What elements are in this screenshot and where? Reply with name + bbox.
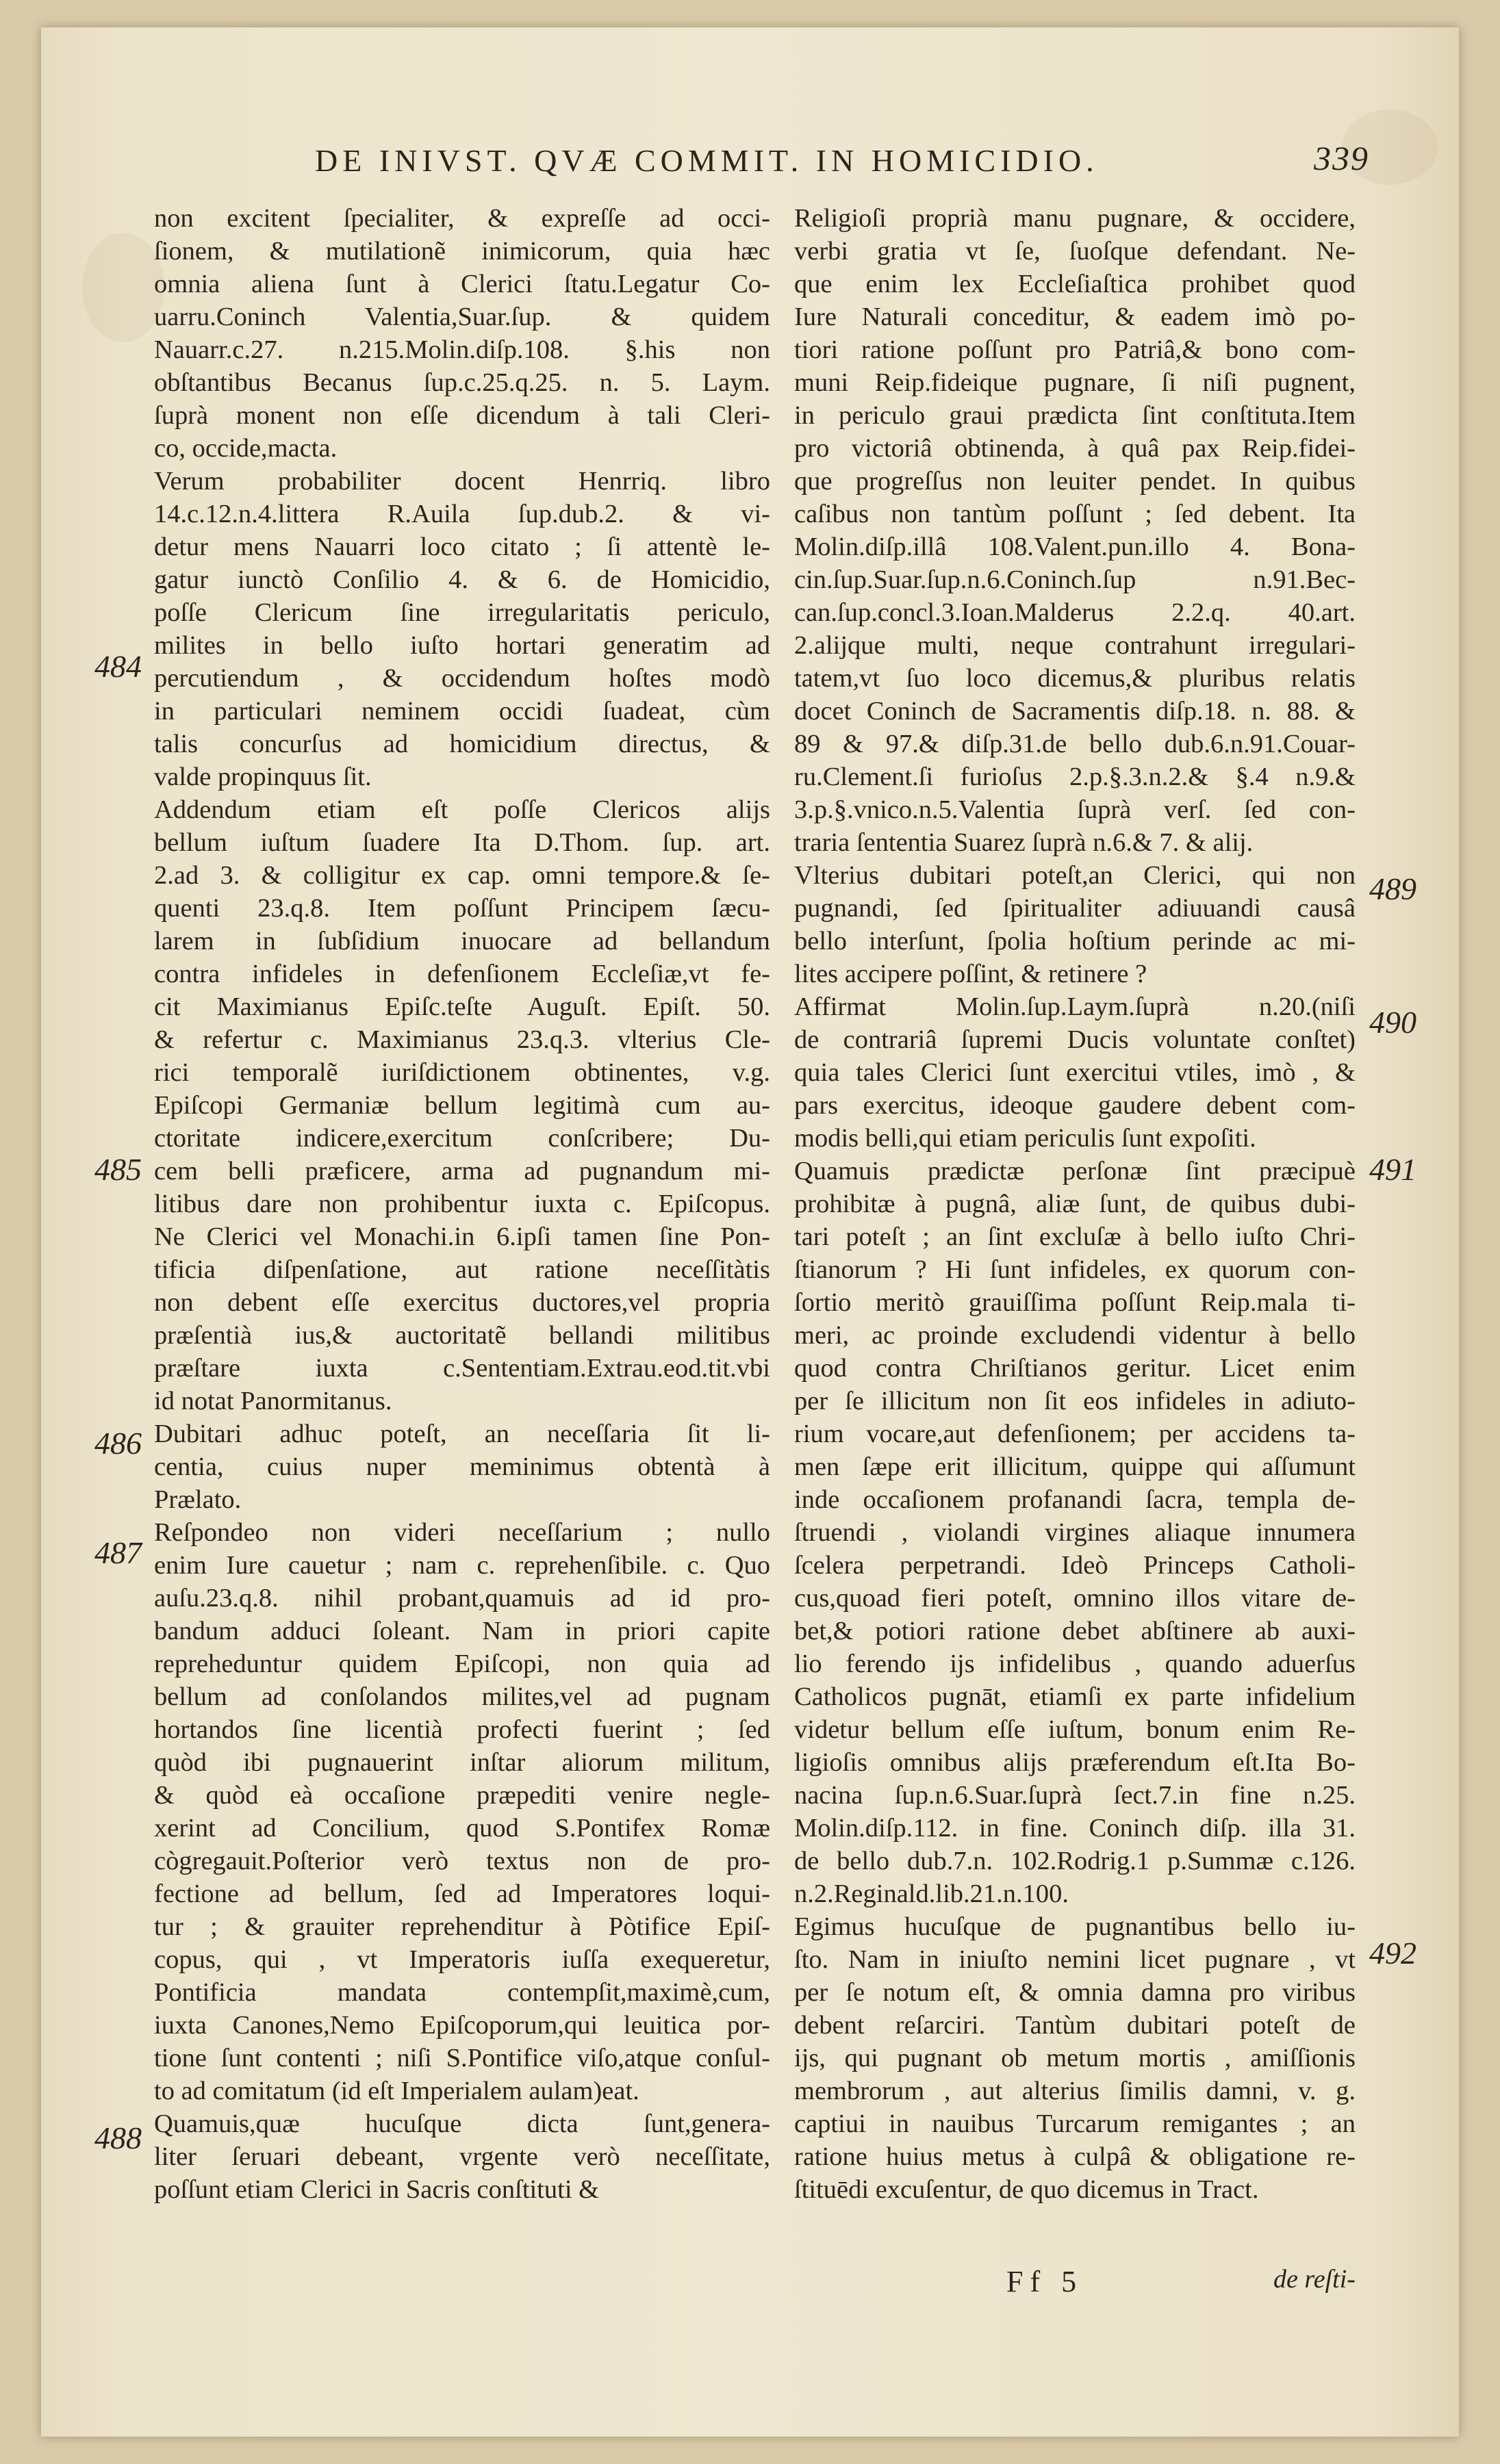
text-line: Affirmat Molin.ſup.Laym.ſuprà n.20.(niſi [794, 992, 1356, 1021]
text-line: tione ſunt contenti ; niſi S.Pontifice viſo,atque conſul- [154, 2044, 770, 2072]
text-line: 89 & 97.& diſp.31.de bello dub.6.n.91.Couar- [794, 730, 1356, 758]
text-line: Ne Clerici vel Monachi.in 6.ipſi tamen ſine Pon- [154, 1222, 770, 1251]
text-line: lio ferendo ijs infidelibus , quando aduerſus [794, 1650, 1356, 1678]
text-line: larem in ſubſidium inuocare ad bellandum [154, 927, 770, 955]
margin-number-488: 488 [94, 2120, 142, 2155]
text-line: nacina ſup.n.6.Suar.ſuprà ſect.7.in fine n.25. [794, 1781, 1356, 1810]
text-line: que progreſſus non leuiter pendet. In quibus [794, 467, 1356, 496]
running-title: DE INIVST. QVÆ COMMIT. IN HOMICIDIO. [315, 143, 1099, 178]
text-line: Egimus hucuſque de pugnantibus bello iu- [794, 1912, 1356, 1941]
text-line: que enim lex Eccleſiaſtica prohibet quod [794, 270, 1356, 298]
text-line: iuxta Canones,Nemo Epiſcoporum,qui leuitica por- [154, 2011, 770, 2040]
margin-number-487: 487 [94, 1535, 142, 1570]
text-line: pugnandi, ſed ſpiritualiter adiuuandi causâ [794, 894, 1356, 923]
text-line: Nauarr.c.27. n.215.Molin.diſp.108. §.his non [154, 335, 770, 364]
text-line: videtur bellum eſſe iuſtum, bonum enim Re- [794, 1715, 1356, 1744]
text-line: to ad comitatum (id eſt Imperialem aulam)eat. [154, 2077, 639, 2105]
text-line: membrorum , aut alterius ſimilis damni, v. g. [794, 2077, 1356, 2105]
text-line: ſto. Nam in iniuſto nemini licet pugnare , vt [794, 1945, 1356, 1974]
text-line: per ſe illicitum non ſit eos infideles in adiuto- [794, 1387, 1356, 1415]
text-line: quenti 23.q.8. Item poſſunt Principem ſæcu- [154, 894, 770, 923]
text-line: hortandos ſine licentià profecti fuerint ; ſed [154, 1715, 770, 1744]
margin-number-490: 490 [1369, 1005, 1416, 1040]
text-line: quod contra Chriſtianos geritur. Licet enim [794, 1354, 1356, 1383]
text-line: inde occaſionem profanandi ſacra, templa de- [794, 1485, 1356, 1514]
text-line: Catholicos pugnāt, etiamſi ex parte infidelium [794, 1682, 1356, 1711]
text-line: co, occide,macta. [154, 434, 338, 463]
text-line: Religioſi proprià manu pugnare, & occidere, [794, 204, 1356, 233]
text-line: milites in bello iuſto hortari generatim ad [154, 631, 770, 660]
text-line: ligioſis omnibus alijs præferendum eſt.Ita Bo- [794, 1748, 1356, 1777]
text-line: uarru.Coninch Valentia,Suar.ſup. & quidem [154, 303, 770, 331]
text-line: valde propinquus ſit. [154, 762, 372, 791]
text-line: ijs, qui pugnant ob metum mortis , amiſſionis [794, 2044, 1356, 2072]
text-line: bellum iuſtum ſuadere Ita D.Thom. ſup. art. [154, 828, 770, 857]
text-line: Iure Naturali conceditur, & eadem imò po- [794, 303, 1356, 331]
text-line: per ſe notum eſt, & omnia damna pro viribus [794, 1978, 1356, 2007]
text-line: Quamuis prædictæ perſonæ ſint præcipuè [794, 1157, 1356, 1185]
text-line: Verum probabiliter docent Henrriq. libro [154, 467, 770, 496]
text-line: cit Maximianus Epiſc.teſte Auguſt. Epiſt. 50. [154, 992, 770, 1021]
text-line: 14.c.12.n.4.littera R.Auila ſup.dub.2. & vi- [154, 500, 770, 528]
text-line: præſtare iuxta c.Sententiam.Extrau.eod.tit.vbi [154, 1354, 770, 1383]
text-line: talis concurſus ad homicidium directus, & [154, 730, 770, 758]
margin-number-492: 492 [1369, 1936, 1416, 1971]
text-line: Reſpondeo non videri neceſſarium ; nullo [154, 1518, 770, 1547]
margin-number-486: 486 [94, 1426, 142, 1461]
text-line: 2.alijque multi, neque contrahunt irregulari- [794, 631, 1356, 660]
text-line: liter ſeruari debeant, vrgente verò neceſſitate, [154, 2142, 770, 2171]
text-line: ratione huius metus à culpâ & obligatione re- [794, 2142, 1356, 2171]
text-line: Pontificia mandata contempſit,maximè,cum, [154, 1978, 770, 2007]
text-line: Vlterius dubitari poteſt,an Clerici, qui non [794, 861, 1356, 890]
text-line: & refertur c. Maximianus 23.q.3. vlterius Cle- [154, 1025, 770, 1054]
text-line: de contrariâ ſupremi Ducis voluntate conſtet) [794, 1025, 1356, 1054]
text-line: tatem,vt ſuo loco dicemus,& pluribus relatis [794, 664, 1356, 693]
text-line: Epiſcopi Germaniæ bellum legitimà cum au- [154, 1091, 770, 1120]
text-line: bet,& potiori ratione debet abſtinere ab auxi- [794, 1617, 1356, 1645]
margin-number-491: 491 [1369, 1152, 1416, 1187]
text-line: rium vocare,aut defenſionem; per accidens ta- [794, 1420, 1356, 1448]
text-line: debent reſarciri. Tantùm dubitari poteſt de [794, 2011, 1356, 2040]
text-line: id notat Panormitanus. [154, 1387, 392, 1415]
text-line: Dubitari adhuc poteſt, an neceſſaria ſit li- [154, 1420, 770, 1448]
text-line: copus, qui , vt Imperatoris iuſſa exequeretur, [154, 1945, 770, 1974]
text-line: ru.Clement.ſi furioſus 2.p.§.3.n.2.& §.4 n.9.& [794, 762, 1356, 791]
text-line: contra infideles in defenſionem Eccleſiæ,vt fe- [154, 960, 770, 988]
text-line: ſuprà monent non eſſe dicendum à tali Cleri- [154, 401, 770, 430]
text-line: non debent eſſe exercitus ductores,vel propria [154, 1288, 770, 1317]
text-line: ſtianorum ? Hi ſunt infideles, ex quorum con- [794, 1255, 1356, 1284]
text-line: can.ſup.concl.3.Ioan.Malderus 2.2.q. 40.art. [794, 598, 1356, 627]
text-line: cògregauit.Poſterior verò textus non de pro- [154, 1847, 770, 1875]
text-line: ſtruendi , violandi virgines aliaque innumera [794, 1518, 1356, 1547]
text-line: pars exercitus, ideoque gaudere debent com- [794, 1091, 1356, 1120]
text-line: obſtantibus Becanus ſup.c.25.q.25. n. 5. Laym. [154, 368, 770, 397]
text-line: 2.ad 3. & colligitur ex cap. omni tempore.& ſe- [154, 861, 770, 890]
text-line: pro victoriâ obtinenda, à quâ pax Reip.fidei- [794, 434, 1356, 463]
text-line: prohibitæ à pugnâ, aliæ ſunt, de quibus dubi- [794, 1190, 1356, 1218]
text-line: gatur iunctò Conſilio 4. & 6. de Homicidio, [154, 565, 770, 594]
text-line: rici temporalẽ iuriſdictionem obtinentes, v.g. [154, 1058, 770, 1087]
text-line: percutiendum , & occidendum hoſtes modò [154, 664, 770, 693]
text-line: ſionem, & mutilationẽ inimicorum, quia hæc [154, 237, 770, 266]
text-line: Molin.diſp.illâ 108.Valent.pun.illo 4. Bona- [794, 532, 1356, 561]
text-line: modis belli,qui etiam periculis ſunt expoſiti. [794, 1124, 1256, 1153]
margin-number-484: 484 [94, 649, 142, 684]
text-line: Quamuis,quæ hucuſque dicta ſunt,genera- [154, 2109, 770, 2138]
text-line: præſentià ius,& auctoritatẽ bellandi militibus [154, 1321, 770, 1350]
text-line: verbi gratia vt ſe, ſuoſque defendant. Ne- [794, 237, 1356, 266]
text-line: ctoritate indicere,exercitum conſcribere; Du- [154, 1124, 770, 1153]
text-line: centia, cuius nuper meminimus obtentà à [154, 1452, 770, 1481]
text-line: men ſæpe erit illicitum, quippe qui aſſumunt [794, 1452, 1356, 1481]
text-line: detur mens Nauarri loco citato ; ſi attentè le- [154, 532, 770, 561]
text-line: & quòd eà occaſione præpediti venire negle- [154, 1781, 770, 1810]
text-line: meri, ac proinde excludendi videntur à bello [794, 1321, 1356, 1350]
text-line: ſortio meritò grauiſſima poſſunt Reip.mala ti- [794, 1288, 1356, 1317]
text-line: tur ; & grauiter reprehenditur à Pòtifice Epiſ- [154, 1912, 770, 1941]
text-line: de bello dub.7.n. 102.Rodrig.1 p.Summæ c.126. [794, 1847, 1356, 1875]
text-line: tificia diſpenſatione, aut ratione neceſſitàtis [154, 1255, 770, 1284]
text-line: Addendum etiam eſt poſſe Clericos alijs [154, 795, 770, 824]
text-line: non excitent ſpecialiter, & expreſſe ad occi- [154, 204, 770, 233]
text-line: bello interſunt, ſpolia hoſtium perinde ac mi- [794, 927, 1356, 955]
text-line: litibus dare non prohibentur iuxta c. Epiſcopus. [154, 1190, 770, 1218]
text-line: enim Iure cauetur ; nam c. reprehenſibile. c. Quo [154, 1551, 770, 1580]
book-page [41, 27, 1459, 2437]
text-line: cin.ſup.Suar.ſup.n.6.Coninch.ſup n.91.Bec- [794, 565, 1356, 594]
signature-mark: Ff 5 [1006, 2265, 1084, 2298]
text-line: docet Coninch de Sacramentis diſp.18. n. 88. & [794, 697, 1356, 726]
text-line: cem belli præficere, arma ad pugnandum mi- [154, 1157, 770, 1185]
text-line: poſſe Clericum ſine irregularitatis periculo, [154, 598, 770, 627]
text-line: omnia aliena ſunt à Clerici ſtatu.Legatur Co- [154, 270, 770, 298]
text-line: caſibus non tantùm poſſunt ; ſed debent. Ita [794, 500, 1356, 528]
text-line: tari poteſt ; an ſint excluſæ à bello iuſto Chri- [794, 1222, 1356, 1251]
text-line: ſcelera perpetrandi. Ideò Princeps Catholi- [794, 1551, 1356, 1580]
text-line: lites accipere poſſint, & retinere ? [794, 960, 1147, 988]
catchword: de reſti- [1273, 2265, 1356, 2294]
text-line: Prælato. [154, 1485, 242, 1514]
text-line: ſtituēdi excuſentur, de quo dicemus in Tract. [794, 2175, 1259, 2204]
running-header [315, 129, 1369, 190]
text-line: cus,quoad fieri poteſt, omnino illos vitare de- [794, 1584, 1356, 1613]
margin-number-489: 489 [1369, 871, 1416, 906]
text-line: 3.p.§.vnico.n.5.Valentia ſuprà verſ. ſed con- [794, 795, 1356, 824]
text-line: in particulari neminem occidi ſuadeat, cùm [154, 697, 770, 726]
text-line: tiori ratione poſſunt pro Patriâ,& bono com- [794, 335, 1356, 364]
text-line: traria ſententia Suarez ſuprà n.6.& 7. & alij. [794, 828, 1254, 857]
text-line: repreheduntur quidem Epiſcopi, non quia ad [154, 1650, 770, 1678]
text-line: quòd ibi pugnauerint inſtar aliorum militum, [154, 1748, 770, 1777]
text-line: fectione ad bellum, ſed ad Imperatores loqui- [154, 1879, 770, 1908]
text-line: bandum adduci ſoleant. Nam in priori capite [154, 1617, 770, 1645]
text-line: xerint ad Concilium, quod S.Pontifex Romæ [154, 1814, 770, 1843]
text-line: in periculo graui prædicta ſint conſtituta.Item [794, 401, 1356, 430]
text-line: Molin.diſp.112. in fine. Coninch diſp. illa 31. [794, 1814, 1356, 1843]
text-line: auſu.23.q.8. nihil probant,quamuis ad id pro- [154, 1584, 770, 1613]
text-line: quia tales Clerici ſunt exercitui vtiles, imò , & [794, 1058, 1356, 1087]
text-line: bellum ad conſolandos milites,vel ad pugnam [154, 1682, 770, 1711]
margin-number-485: 485 [94, 1152, 142, 1187]
text-line: muni Reip.fideique pugnare, ſi niſi pugnent, [794, 368, 1356, 397]
text-line: captiui in nauibus Turcarum remigantes ; an [794, 2109, 1356, 2138]
page-number: 339 [1314, 139, 1369, 177]
text-line: n.2.Reginald.lib.21.n.100. [794, 1879, 1069, 1908]
paper-stain [82, 233, 164, 342]
text-line: poſſunt etiam Clerici in Sacris conſtituti & [154, 2175, 600, 2204]
